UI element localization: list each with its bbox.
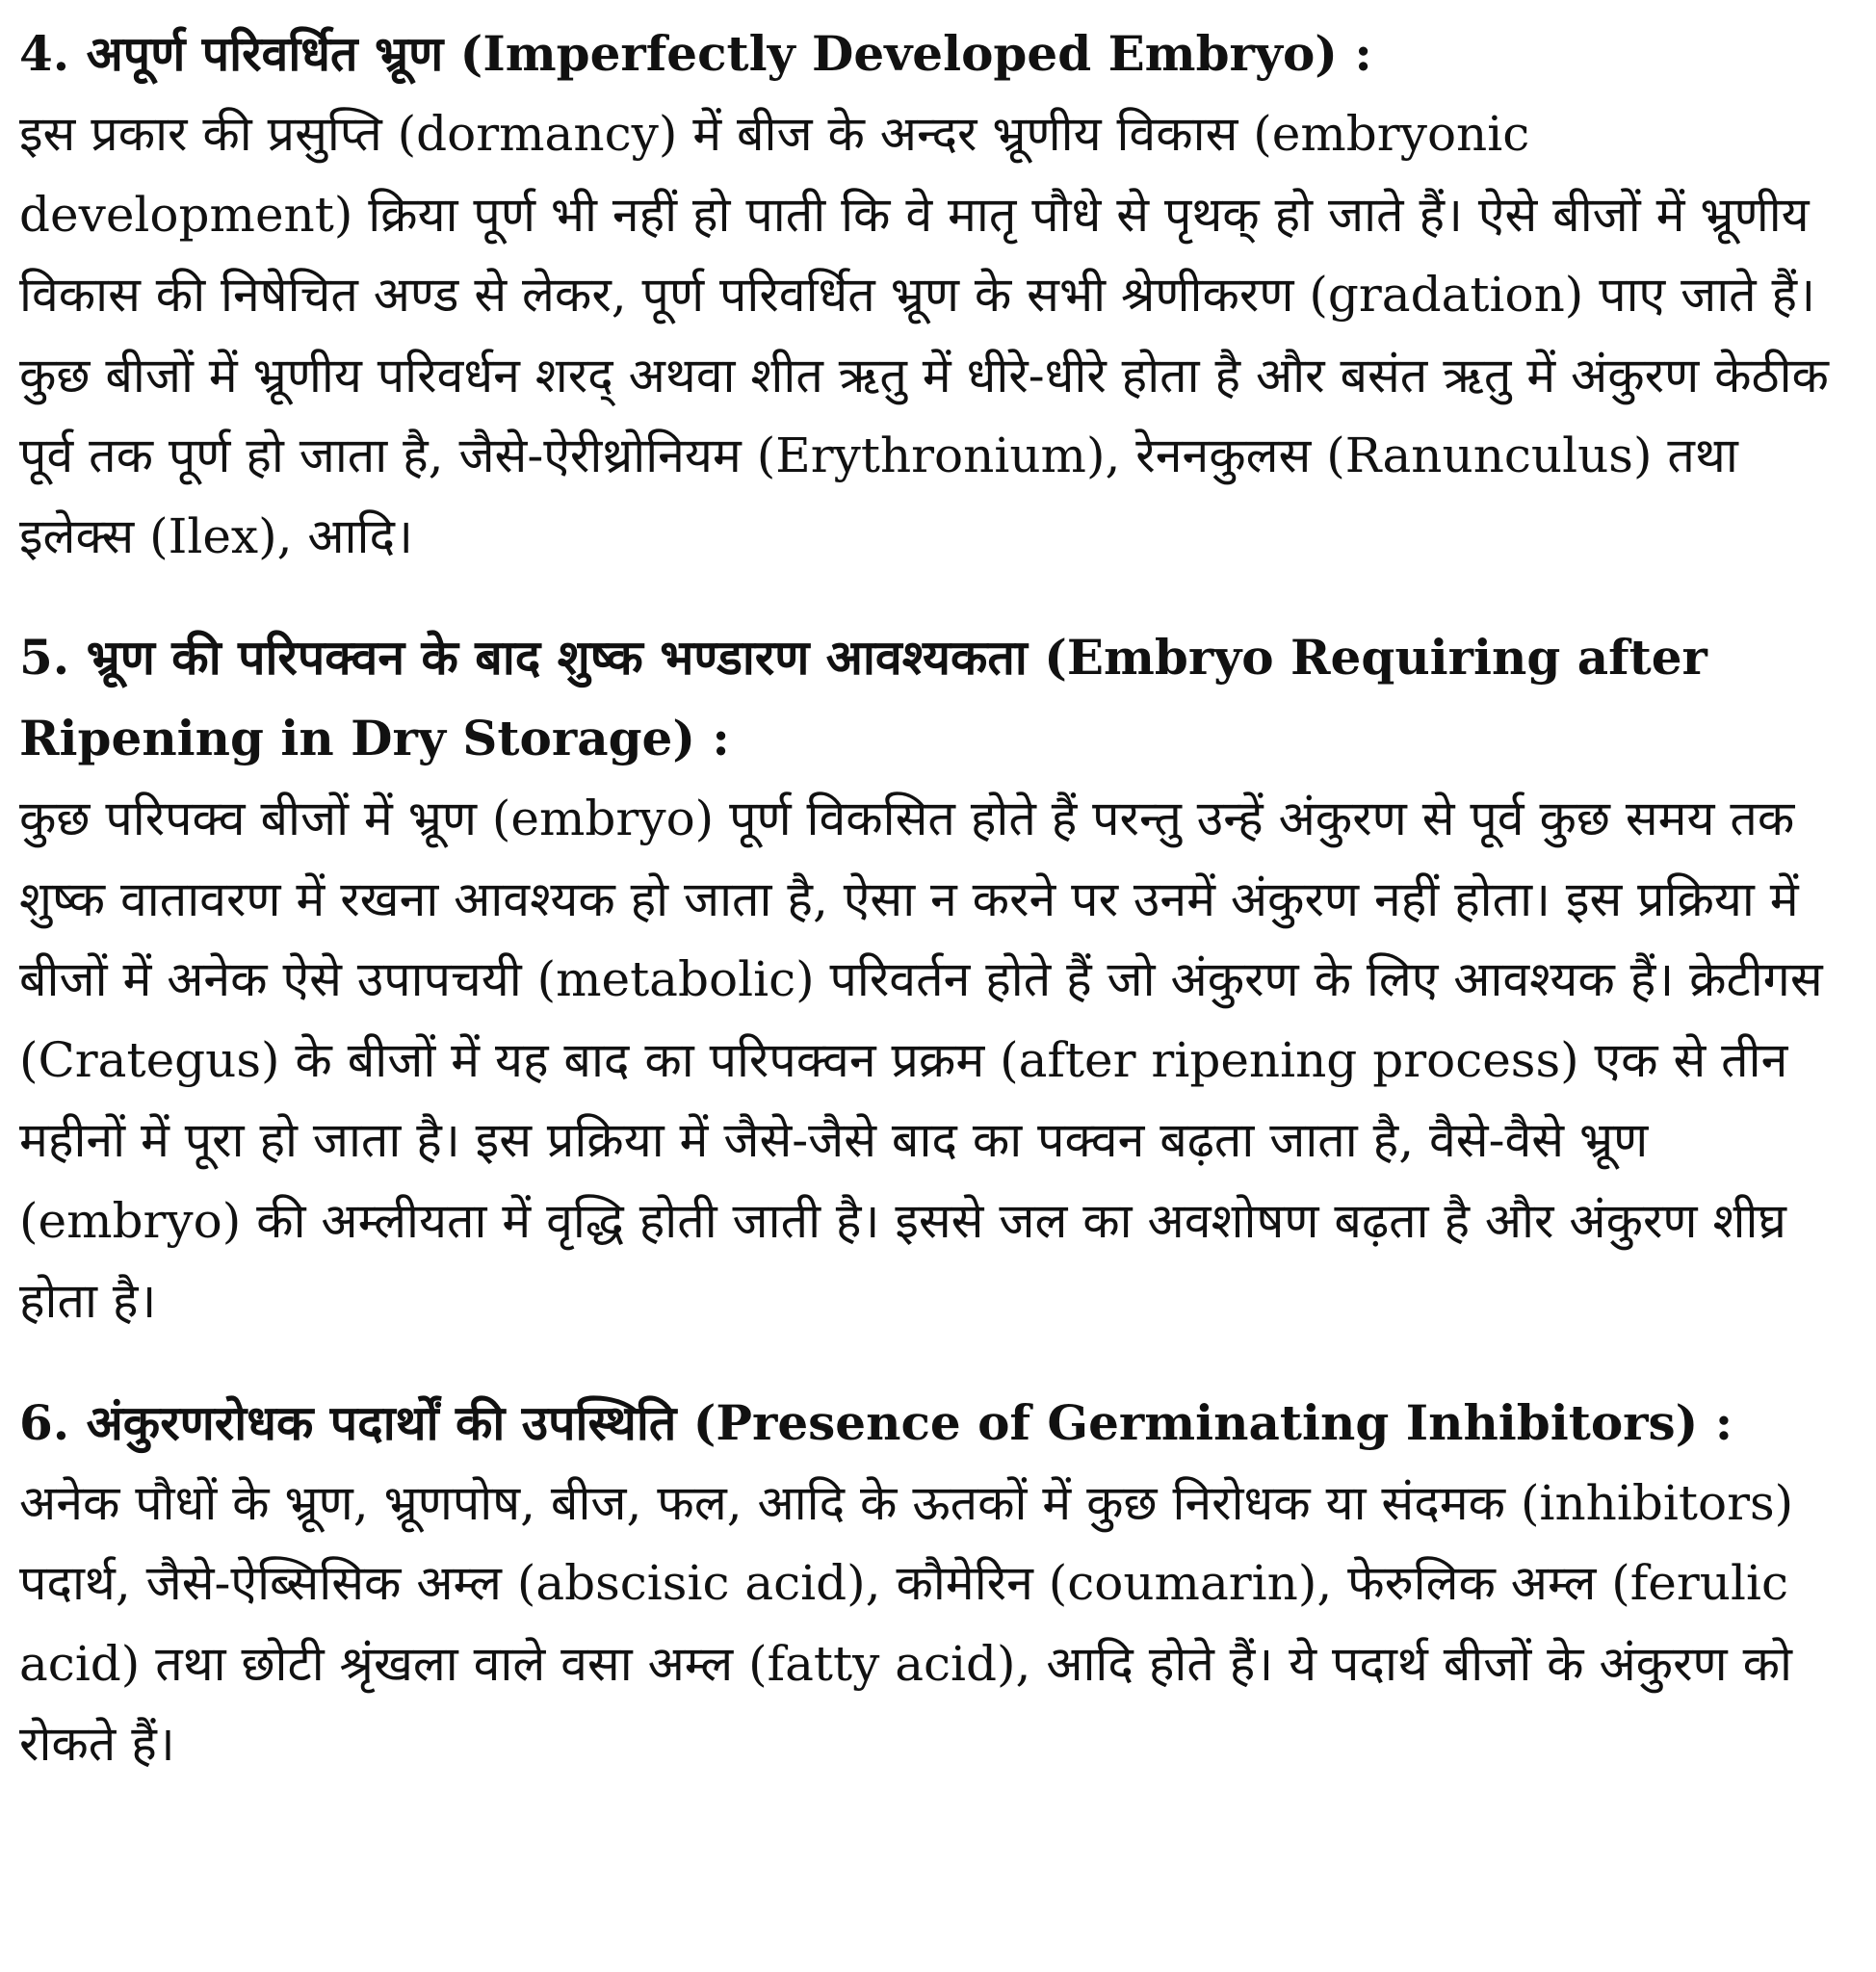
section-heading: 4. अपूर्ण परिवर्धित भ्रूण (Imperfectly Developed Embryo) : [19, 25, 1372, 82]
document-page [19, 13, 1859, 1785]
section-divider-space [19, 577, 1859, 617]
section-5 [19, 617, 1859, 1342]
section-paragraph: अनेक पौधों के भ्रूण, भ्रूणपोष, बीज, फल, आदि के ऊतकों में कुछ निरोधक या संदमक (inhibitors) पदार्थ, जैसे-ऐब्सिसिक अम्ल (abscisic acid), कौमेरिन (coumarin), फेरुलिक अम्ल (ferulic acid) तथा छोटी श्रृंखला वाले वसा अम्ल (fatty acid), आदि होते हैं। ये पदार्थ बीजों के अंकुरण को रोकते हैं। [19, 1474, 1794, 1772]
section-heading: 5. भ्रूण की परिपक्वन के बाद शुष्क भण्डारण आवश्यकता (Embryo Requiring after Ripening in Dry Storage) : [19, 629, 1707, 766]
section-divider-space [19, 1342, 1859, 1383]
section-paragraph: कुछ परिपक्व बीजों में भ्रूण (embryo) पूर्ण विकसित होते हैं परन्तु उन्हें अंकुरण से पूर्व कुछ समय तक शुष्क वातावरण में रखना आवश्यक हो जाता है, ऐसा न करने पर उनमें अंकुरण नहीं होता। इस प्रक्रिया में बीजों में अनेक ऐसे उपापचयी (metabolic) परिवर्तन होते हैं जो अंकुरण के लिए आवश्यक हैं। क्रेटीगस (Crategus) के बीजों में यह बाद का परिपक्वन प्रक्रम (after ripening process) एक से तीन महीनों में पूरा हो जाता है। इस प्रक्रिया में जैसे-जैसे बाद का पक्वन बढ़ता जाता है, वैसे-वैसे भ्रूण (embryo) की अम्लीयता में वृद्धि होती जाती है। इससे जल का अवशोषण बढ़ता है और अंकुरण शीघ्र होता है। [19, 791, 1823, 1329]
section-paragraph: इस प्रकार की प्रसुप्ति (dormancy) में बीज के अन्दर भ्रूणीय विकास (embryonic development) क्रिया पूर्ण भी नहीं हो पाती कि वे मातृ पौधे से पृथक् हो जाते हैं। ऐसे बीजों में भ्रूणीय विकास की निषेचित अण्ड से लेकर, पूर्ण परिवर्धित भ्रूण के सभी श्रेणीकरण (gradation) पाए जाते हैं। कुछ बीजों में भ्रूणीय परिवर्धन शरद् अथवा शीत ऋतु में धीरे-धीरे होता है और बसंत ऋतु में अंकुरण केठीक पूर्व तक पूर्ण हो जाता है, जैसे-ऐरीथ्रोनियम (Erythronium), रेननकुलस (Ranunculus) तथा इलेक्स (Ilex), आदि। [19, 106, 1829, 564]
section-heading: 6. अंकुरणरोधक पदार्थों की उपस्थिति (Presence of Germinating Inhibitors) : [19, 1393, 1733, 1451]
section-6 [19, 1383, 1859, 1785]
section-4 [19, 13, 1859, 577]
